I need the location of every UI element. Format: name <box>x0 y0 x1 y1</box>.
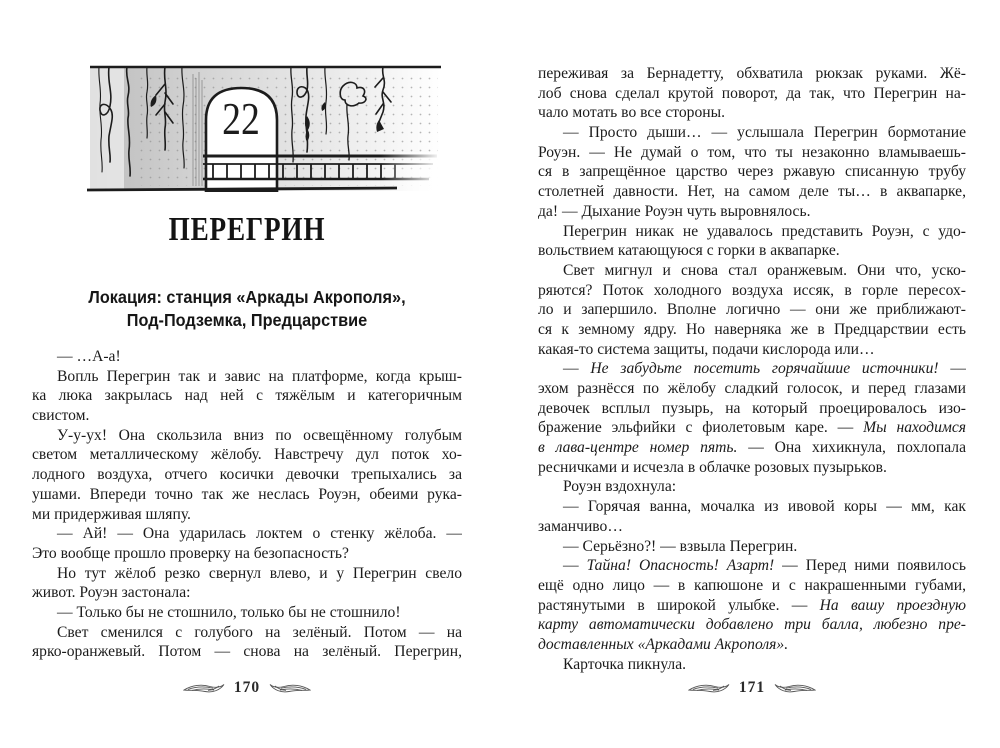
text-line: Роуэн. — Не думай о том, что ты незаконно вламываешь- <box>538 143 966 161</box>
text-line: да! — Дыхание Роуэн чуть выровнялось. <box>538 202 811 220</box>
text-line: Вопль Перегрин так и завис на платформе, когда крыш- <box>57 367 462 385</box>
right-page-text <box>538 64 966 674</box>
text-line: — Серьёзно?! — взвыла Перегрин. <box>563 537 798 555</box>
text-line: — Просто дыши… — услышала Перегрин бормотание <box>563 124 966 142</box>
text-line: заманчиво… <box>538 517 623 535</box>
chapter-illustration <box>85 58 441 200</box>
text-line: Карточка пикнула. <box>563 655 687 673</box>
page-number: 171 <box>738 679 766 696</box>
text-line: Свет сменился с голубого на зелёный. Потом — на <box>57 623 462 641</box>
text-line: — Только бы не стошнило, только бы не стошнило! <box>57 603 401 621</box>
footer-flourish-icon <box>774 682 816 695</box>
text-line: Перегрин никак не удавалось представить Роуэн, с удо- <box>563 222 966 240</box>
text-line: какая-то система защиты, подачи кислорода или… <box>538 340 875 358</box>
text-line: светом металлическому жёлобу. Навстречу дул поток хо- <box>32 446 462 464</box>
text-line: в лава-центре номер пять. — Она хихикнула, похлопала <box>538 439 966 457</box>
chapter-title: ПЕРЕГРИН <box>168 211 326 248</box>
text-line: ка люка закрылась над ней с тяжёлым и категоричным <box>32 387 462 405</box>
footer-flourish-icon <box>688 682 730 695</box>
text-line: доставленных «Аркадами Акрополя». <box>538 635 789 653</box>
text-line: Роуэн вздохнула: <box>563 478 677 496</box>
text-line: — Тайна! Опасность! Азарт! — Перед ними появилось <box>563 557 966 575</box>
left-page-text <box>32 347 462 662</box>
footer-flourish-icon <box>269 682 311 695</box>
text-line: карту автоматически добавлено три балла, любезно пре- <box>538 616 966 634</box>
footer-flourish-icon <box>183 682 225 695</box>
text-line: — …А-а! <box>57 348 121 365</box>
text-line: эхом разнёсся по жёлобу сладкий голосок, и перед глазами <box>538 380 966 397</box>
text-line: ло и запершило. Вполне логично — они же приближают- <box>538 301 966 319</box>
text-line: — Ай! — Она ударилась локтем о стенку жёлоба. — <box>57 525 462 543</box>
text-line: ресничками и исчезла в облачке розовых пузырьков. <box>538 458 887 476</box>
text-line: бражение эльфийки с фиолетовым каре. — Мы находимся <box>538 419 966 437</box>
text-line: свистом. <box>32 407 90 425</box>
text-line: девочек всплыл пузырь, на который проецировалось изо- <box>538 399 966 417</box>
text-line: — Горячая ванна, мочалка из ивовой коры — мм, как <box>563 498 966 516</box>
text-line: чало мотать во все стороны. <box>538 104 725 122</box>
text-line: лоб снова сделал крутой поворот, да так, что Перегрин на- <box>538 84 966 102</box>
text-line: переживая за Бернадетту, обхватила рюкзак руками. Жё- <box>538 65 966 82</box>
text-line: ся в запрещённое царство через ржавую списанную трубу <box>538 163 966 181</box>
text-line: ми придерживая шляпу. <box>32 505 191 523</box>
text-line: вольствием катающуюся с горки в аквапарке. <box>538 242 840 260</box>
page-left <box>32 0 462 748</box>
text-line: столетней давности. Нет, на самом деле ты… в аквапарке, <box>538 183 966 201</box>
text-line: ушами. Впереди точно так же неслась Роуэн, обеими рука- <box>32 485 462 503</box>
floor-line <box>87 188 397 190</box>
left-page-footer <box>32 679 462 697</box>
page-number: 170 <box>233 679 261 696</box>
location-line-1: Локация: станция «Аркады Акрополя», <box>88 287 406 307</box>
text-line: Это вообще прошло проверку на безопасность? <box>32 544 349 562</box>
text-line: ярко-оранжевый. Потом — снова на зелёный. Перегрин, <box>32 643 462 661</box>
text-line: растянутыми в широкой улыбке. — На вашу проездную <box>538 596 966 614</box>
location-line-2: Под-Подземка, Предцарствие <box>126 310 368 330</box>
text-line: ся к земному ядру. Но наверняка же в Предцарствии есть <box>538 320 966 338</box>
page-right <box>538 0 966 748</box>
text-line: ряются? Поток холодного воздуха иссяк, в горле пересох- <box>538 281 966 299</box>
text-line: — Не забудьте посетить горячайшие источники! — <box>563 360 966 378</box>
text-line: У-у-ух! Она скользила вниз по освещённому голубым <box>57 426 462 444</box>
text-line: Свет мигнул и снова стал оранжевым. Они что, уско- <box>563 261 966 279</box>
chapter-location <box>47 286 447 332</box>
text-line: лодного воздуха, отчего косички девочки трепыхались за <box>32 466 462 484</box>
text-line: Но тут жёлоб резко свернул влево, и у Перегрин свело <box>57 564 462 582</box>
right-page-footer <box>538 679 966 697</box>
text-line: живот. Роуэн застонала: <box>32 584 191 602</box>
chapter-number: 22 <box>222 94 260 145</box>
text-line: ещё одно лицо — в капюшоне и с накрашенными губами, <box>538 576 966 594</box>
